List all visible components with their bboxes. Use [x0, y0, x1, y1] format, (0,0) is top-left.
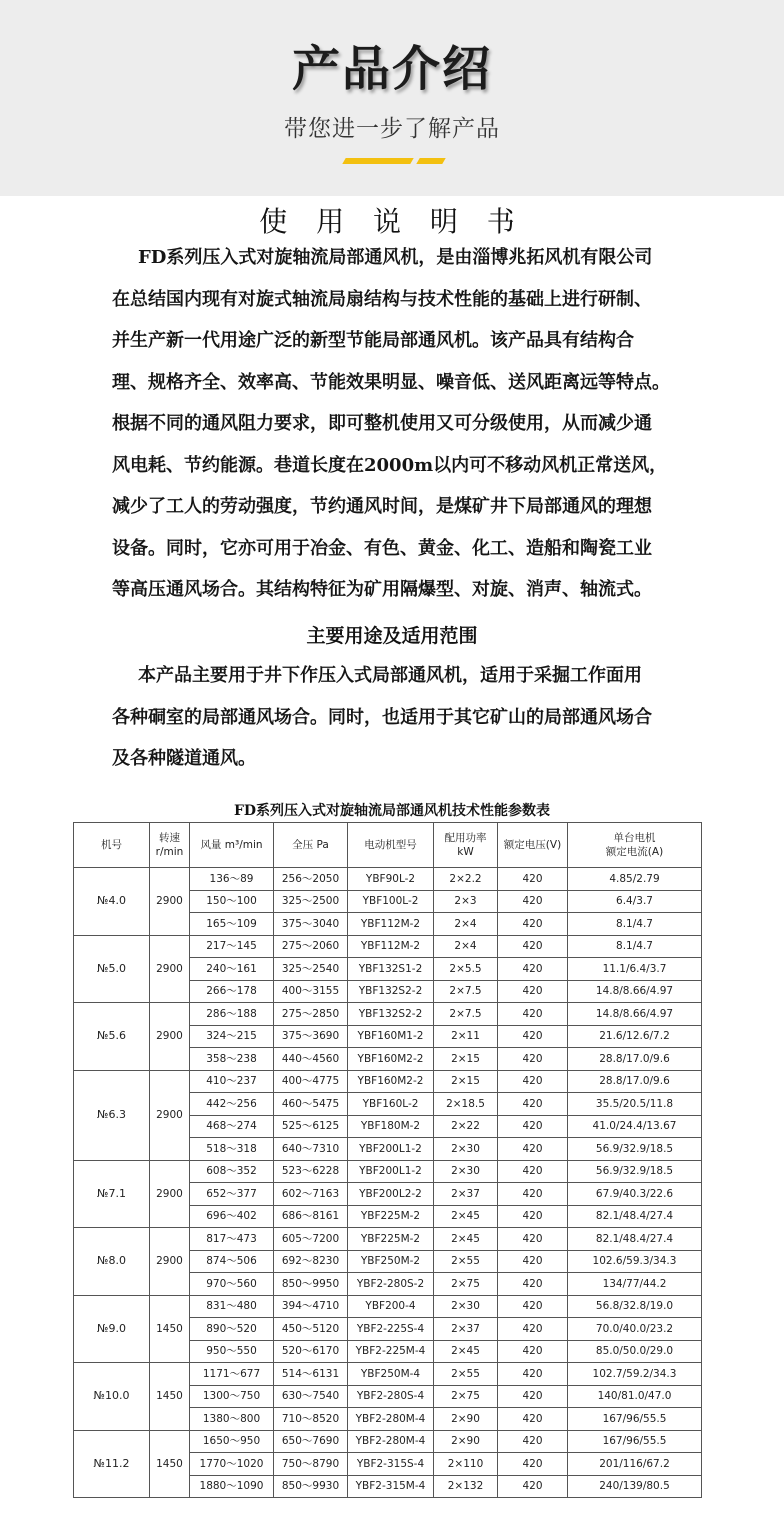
col-airflow: 风量 m³/min — [190, 823, 274, 868]
cell-current: 56.8/32.8/19.0 — [568, 1295, 702, 1318]
cell-voltage: 420 — [498, 1115, 568, 1138]
cell-speed: 1450 — [150, 1295, 190, 1363]
cell-pressure: 850～9950 — [274, 1273, 348, 1296]
cell-voltage: 420 — [498, 1183, 568, 1206]
cell-model: №5.6 — [74, 1003, 150, 1071]
cell-motor: YBF180M-2 — [348, 1115, 434, 1138]
page-title: 产品介绍 — [291, 41, 492, 97]
cell-current: 167/96/55.5 — [568, 1430, 702, 1453]
cell-pressure: 602～7163 — [274, 1183, 348, 1206]
cell-airflow: 165～109 — [190, 913, 274, 936]
cell-pressure: 440～4560 — [274, 1048, 348, 1071]
cell-power: 2×15 — [434, 1070, 498, 1093]
cell-power: 2×30 — [434, 1138, 498, 1161]
cell-pressure: 520～6170 — [274, 1340, 348, 1363]
cell-power: 2×30 — [434, 1295, 498, 1318]
cell-motor: YBF112M-2 — [348, 913, 434, 936]
cell-speed: 2900 — [150, 935, 190, 1003]
cell-power: 2×11 — [434, 1025, 498, 1048]
cell-model: №10.0 — [74, 1363, 150, 1431]
cell-pressure: 256～2050 — [274, 868, 348, 891]
cell-pressure: 450～5120 — [274, 1318, 348, 1341]
cell-current: 240/139/80.5 — [568, 1475, 702, 1498]
cell-airflow: 1300～750 — [190, 1385, 274, 1408]
usage-line: 本产品主要用于井下作压入式局部通风机，适用于采掘工作面用 — [138, 665, 642, 686]
cell-airflow: 1880～1090 — [190, 1475, 274, 1498]
cell-motor: YBF160M2-2 — [348, 1048, 434, 1071]
intro-line: 理、规格齐全、效率高、节能效果明显、噪音低、送风距离远等特点。 — [112, 371, 670, 393]
cell-motor: YBF250M-4 — [348, 1363, 434, 1386]
cell-voltage: 420 — [498, 1138, 568, 1161]
cell-airflow: 890～520 — [190, 1318, 274, 1341]
cell-motor: YBF2-280M-4 — [348, 1430, 434, 1453]
usage-line: 及各种隧道通风。 — [112, 748, 256, 769]
table-row — [74, 1228, 702, 1251]
intro-line: 在总结国内现有对旋式轴流局扇结构与技术性能的基础上进行研制、 — [112, 288, 652, 310]
cell-airflow: 874～506 — [190, 1250, 274, 1273]
intro-line: 设备。同时，它亦可用于冶金、有色、黄金、化工、造船和陶瓷工业 — [112, 537, 652, 559]
cell-pressure: 325～2500 — [274, 890, 348, 913]
table-row — [74, 1363, 702, 1386]
cell-power: 2×5.5 — [434, 958, 498, 981]
intro-line: FD系列压入式对旋轴流局部通风机，是由淄博兆拓风机有限公司 — [138, 247, 653, 268]
cell-pressure: 692～8230 — [274, 1250, 348, 1273]
cell-motor: YBF200L1-2 — [348, 1138, 434, 1161]
cell-current: 8.1/4.7 — [568, 935, 702, 958]
cell-pressure: 686～8161 — [274, 1205, 348, 1228]
cell-voltage: 420 — [498, 1025, 568, 1048]
cell-airflow: 1770～1020 — [190, 1453, 274, 1476]
cell-current: 14.8/8.66/4.97 — [568, 980, 702, 1003]
cell-power: 2×90 — [434, 1430, 498, 1453]
cell-voltage: 420 — [498, 1048, 568, 1071]
cell-motor: YBF200L1-2 — [348, 1160, 434, 1183]
cell-power: 2×55 — [434, 1250, 498, 1273]
cell-power: 2×15 — [434, 1048, 498, 1071]
cell-airflow: 950～550 — [190, 1340, 274, 1363]
cell-motor: YBF2-315S-4 — [348, 1453, 434, 1476]
cell-power: 2×3 — [434, 890, 498, 913]
intro-line: 风电耗、节约能源。巷道长度在2000m以内可不移动风机正常送风， — [112, 454, 668, 476]
cell-voltage: 420 — [498, 935, 568, 958]
cell-voltage: 420 — [498, 958, 568, 981]
cell-power: 2×75 — [434, 1385, 498, 1408]
cell-power: 2×37 — [434, 1318, 498, 1341]
cell-voltage: 420 — [498, 1160, 568, 1183]
table-row — [74, 1295, 702, 1318]
cell-airflow: 518～318 — [190, 1138, 274, 1161]
manual-title: 使 用 说 明 书 — [259, 205, 525, 238]
cell-model: №6.3 — [74, 1070, 150, 1160]
cell-power: 2×37 — [434, 1183, 498, 1206]
cell-current: 140/81.0/47.0 — [568, 1385, 702, 1408]
cell-speed: 2900 — [150, 1003, 190, 1071]
cell-motor: YBF90L-2 — [348, 868, 434, 891]
cell-motor: YBF132S1-2 — [348, 958, 434, 981]
cell-model: №5.0 — [74, 935, 150, 1003]
cell-motor: YBF160M2-2 — [348, 1070, 434, 1093]
col-current: 单台电机 额定电流(A) — [568, 823, 702, 868]
cell-current: 6.4/3.7 — [568, 890, 702, 913]
table-row — [74, 868, 702, 891]
cell-voltage: 420 — [498, 1003, 568, 1026]
cell-voltage: 420 — [498, 1340, 568, 1363]
cell-speed: 1450 — [150, 1430, 190, 1498]
cell-motor: YBF112M-2 — [348, 935, 434, 958]
cell-airflow: 468～274 — [190, 1115, 274, 1138]
cell-pressure: 460～5475 — [274, 1093, 348, 1116]
cell-voltage: 420 — [498, 1453, 568, 1476]
cell-speed: 2900 — [150, 1228, 190, 1296]
intro-line: 根据不同的通风阻力要求，即可整机使用又可分级使用，从而减少通 — [112, 413, 652, 434]
cell-motor: YBF2-280M-4 — [348, 1408, 434, 1431]
cell-power: 2×75 — [434, 1273, 498, 1296]
cell-motor: YBF200L2-2 — [348, 1183, 434, 1206]
cell-current: 8.1/4.7 — [568, 913, 702, 936]
spec-table — [73, 822, 702, 1498]
cell-pressure: 514～6131 — [274, 1363, 348, 1386]
accent-bar-long — [342, 158, 413, 164]
cell-current: 102.7/59.2/34.3 — [568, 1363, 702, 1386]
cell-airflow: 608～352 — [190, 1160, 274, 1183]
cell-pressure: 750～8790 — [274, 1453, 348, 1476]
header-banner — [0, 0, 784, 196]
cell-power: 2×110 — [434, 1453, 498, 1476]
cell-power: 2×4 — [434, 913, 498, 936]
table-row — [74, 1160, 702, 1183]
cell-current: 201/116/67.2 — [568, 1453, 702, 1476]
cell-current: 56.9/32.9/18.5 — [568, 1160, 702, 1183]
cell-current: 67.9/40.3/22.6 — [568, 1183, 702, 1206]
cell-voltage: 420 — [498, 1205, 568, 1228]
cell-motor: YBF160M1-2 — [348, 1025, 434, 1048]
cell-voltage: 420 — [498, 1070, 568, 1093]
cell-airflow: 240～161 — [190, 958, 274, 981]
cell-voltage: 420 — [498, 913, 568, 936]
cell-current: 21.6/12.6/7.2 — [568, 1025, 702, 1048]
cell-motor: YBF2-225S-4 — [348, 1318, 434, 1341]
cell-motor: YBF225M-2 — [348, 1205, 434, 1228]
cell-pressure: 523～6228 — [274, 1160, 348, 1183]
cell-airflow: 652～377 — [190, 1183, 274, 1206]
cell-voltage: 420 — [498, 1475, 568, 1498]
cell-current: 102.6/59.3/34.3 — [568, 1250, 702, 1273]
cell-power: 2×90 — [434, 1408, 498, 1431]
cell-motor: YBF2-225M-4 — [348, 1340, 434, 1363]
cell-voltage: 420 — [498, 1385, 568, 1408]
cell-airflow: 358～238 — [190, 1048, 274, 1071]
cell-airflow: 410～237 — [190, 1070, 274, 1093]
cell-motor: YBF225M-2 — [348, 1228, 434, 1251]
cell-current: 14.8/8.66/4.97 — [568, 1003, 702, 1026]
cell-voltage: 420 — [498, 1273, 568, 1296]
cell-voltage: 420 — [498, 1430, 568, 1453]
cell-motor: YBF132S2-2 — [348, 980, 434, 1003]
cell-model: №11.2 — [74, 1430, 150, 1498]
cell-airflow: 442～256 — [190, 1093, 274, 1116]
cell-airflow: 1171～677 — [190, 1363, 274, 1386]
table-body — [74, 868, 702, 1498]
cell-power: 2×22 — [434, 1115, 498, 1138]
cell-speed: 2900 — [150, 868, 190, 936]
cell-power: 2×18.5 — [434, 1093, 498, 1116]
cell-current: 82.1/48.4/27.4 — [568, 1228, 702, 1251]
cell-pressure: 375～3040 — [274, 913, 348, 936]
cell-current: 11.1/6.4/3.7 — [568, 958, 702, 981]
col-speed: 转速 r/min — [150, 823, 190, 868]
cell-current: 35.5/20.5/11.8 — [568, 1093, 702, 1116]
cell-power: 2×45 — [434, 1340, 498, 1363]
cell-airflow: 324～215 — [190, 1025, 274, 1048]
cell-voltage: 420 — [498, 868, 568, 891]
cell-airflow: 1380～800 — [190, 1408, 274, 1431]
cell-airflow: 150～100 — [190, 890, 274, 913]
cell-pressure: 275～2850 — [274, 1003, 348, 1026]
cell-airflow: 286～188 — [190, 1003, 274, 1026]
cell-speed: 1450 — [150, 1363, 190, 1431]
cell-current: 134/77/44.2 — [568, 1273, 702, 1296]
cell-airflow: 696～402 — [190, 1205, 274, 1228]
cell-motor: YBF200-4 — [348, 1295, 434, 1318]
cell-model: №9.0 — [74, 1295, 150, 1363]
cell-power: 2×55 — [434, 1363, 498, 1386]
cell-airflow: 217～145 — [190, 935, 274, 958]
cell-speed: 2900 — [150, 1070, 190, 1160]
cell-airflow: 831～480 — [190, 1295, 274, 1318]
cell-pressure: 394～4710 — [274, 1295, 348, 1318]
table-row — [74, 1070, 702, 1093]
cell-pressure: 850～9930 — [274, 1475, 348, 1498]
intro-line: 等高压通风场合。其结构特征为矿用隔爆型、对旋、消声、轴流式。 — [112, 579, 652, 600]
cell-airflow: 136～89 — [190, 868, 274, 891]
intro-paragraph — [112, 237, 672, 611]
table-header-row — [74, 823, 702, 868]
usage-paragraph — [112, 655, 672, 780]
table-row — [74, 1003, 702, 1026]
cell-power: 2×45 — [434, 1205, 498, 1228]
cell-speed: 2900 — [150, 1160, 190, 1228]
cell-pressure: 400～4775 — [274, 1070, 348, 1093]
cell-model: №8.0 — [74, 1228, 150, 1296]
cell-current: 41.0/24.4/13.67 — [568, 1115, 702, 1138]
cell-current: 82.1/48.4/27.4 — [568, 1205, 702, 1228]
table-row — [74, 935, 702, 958]
cell-power: 2×7.5 — [434, 1003, 498, 1026]
intro-line: 并生产新一代用途广泛的新型节能局部通风机。该产品具有结构合 — [112, 330, 634, 351]
cell-pressure: 400～3155 — [274, 980, 348, 1003]
cell-voltage: 420 — [498, 1295, 568, 1318]
cell-model: №7.1 — [74, 1160, 150, 1228]
cell-current: 56.9/32.9/18.5 — [568, 1138, 702, 1161]
cell-voltage: 420 — [498, 1250, 568, 1273]
cell-pressure: 710～8520 — [274, 1408, 348, 1431]
cell-pressure: 375～3690 — [274, 1025, 348, 1048]
cell-voltage: 420 — [498, 1408, 568, 1431]
cell-power: 2×7.5 — [434, 980, 498, 1003]
cell-motor: YBF2-315M-4 — [348, 1475, 434, 1498]
cell-current: 28.8/17.0/9.6 — [568, 1048, 702, 1071]
col-voltage: 额定电压(V) — [498, 823, 568, 868]
page-subtitle: 带您进一步了解产品 — [284, 116, 500, 142]
cell-power: 2×2.2 — [434, 868, 498, 891]
cell-pressure: 640～7310 — [274, 1138, 348, 1161]
cell-current: 70.0/40.0/23.2 — [568, 1318, 702, 1341]
cell-voltage: 420 — [498, 1093, 568, 1116]
table-title: FD系列压入式对旋轴流局部通风机技术性能参数表 — [233, 803, 551, 819]
cell-voltage: 420 — [498, 890, 568, 913]
cell-power: 2×45 — [434, 1228, 498, 1251]
cell-pressure: 605～7200 — [274, 1228, 348, 1251]
cell-power: 2×4 — [434, 935, 498, 958]
cell-current: 4.85/2.79 — [568, 868, 702, 891]
cell-voltage: 420 — [498, 980, 568, 1003]
cell-voltage: 420 — [498, 1228, 568, 1251]
cell-pressure: 650～7690 — [274, 1430, 348, 1453]
accent-bar-short — [416, 158, 445, 164]
cell-current: 85.0/50.0/29.0 — [568, 1340, 702, 1363]
col-pressure: 全压 Pa — [274, 823, 348, 868]
cell-airflow: 817～473 — [190, 1228, 274, 1251]
cell-airflow: 266～178 — [190, 980, 274, 1003]
cell-pressure: 525～6125 — [274, 1115, 348, 1138]
cell-airflow: 1650～950 — [190, 1430, 274, 1453]
cell-model: №4.0 — [74, 868, 150, 936]
cell-motor: YBF2-280S-2 — [348, 1273, 434, 1296]
col-motor: 电动机型号 — [348, 823, 434, 868]
usage-title: 主要用途及适用范围 — [306, 625, 478, 647]
intro-line: 减少了工人的劳动强度，节约通风时间，是煤矿井下局部通风的理想 — [112, 496, 652, 517]
cell-power: 2×30 — [434, 1160, 498, 1183]
cell-current: 28.8/17.0/9.6 — [568, 1070, 702, 1093]
cell-current: 167/96/55.5 — [568, 1408, 702, 1431]
cell-pressure: 275～2060 — [274, 935, 348, 958]
usage-line: 各种硐室的局部通风场合。同时，也适用于其它矿山的局部通风场合 — [112, 706, 652, 728]
cell-airflow: 970～560 — [190, 1273, 274, 1296]
col-power: 配用功率 kW — [434, 823, 498, 868]
cell-voltage: 420 — [498, 1318, 568, 1341]
col-model: 机号 — [74, 823, 150, 868]
cell-pressure: 630～7540 — [274, 1385, 348, 1408]
cell-voltage: 420 — [498, 1363, 568, 1386]
cell-motor: YBF2-280S-4 — [348, 1385, 434, 1408]
table-row — [74, 1430, 702, 1453]
cell-motor: YBF160L-2 — [348, 1093, 434, 1116]
cell-motor: YBF100L-2 — [348, 890, 434, 913]
cell-motor: YBF132S2-2 — [348, 1003, 434, 1026]
cell-motor: YBF250M-2 — [348, 1250, 434, 1273]
cell-pressure: 325～2540 — [274, 958, 348, 981]
cell-power: 2×132 — [434, 1475, 498, 1498]
